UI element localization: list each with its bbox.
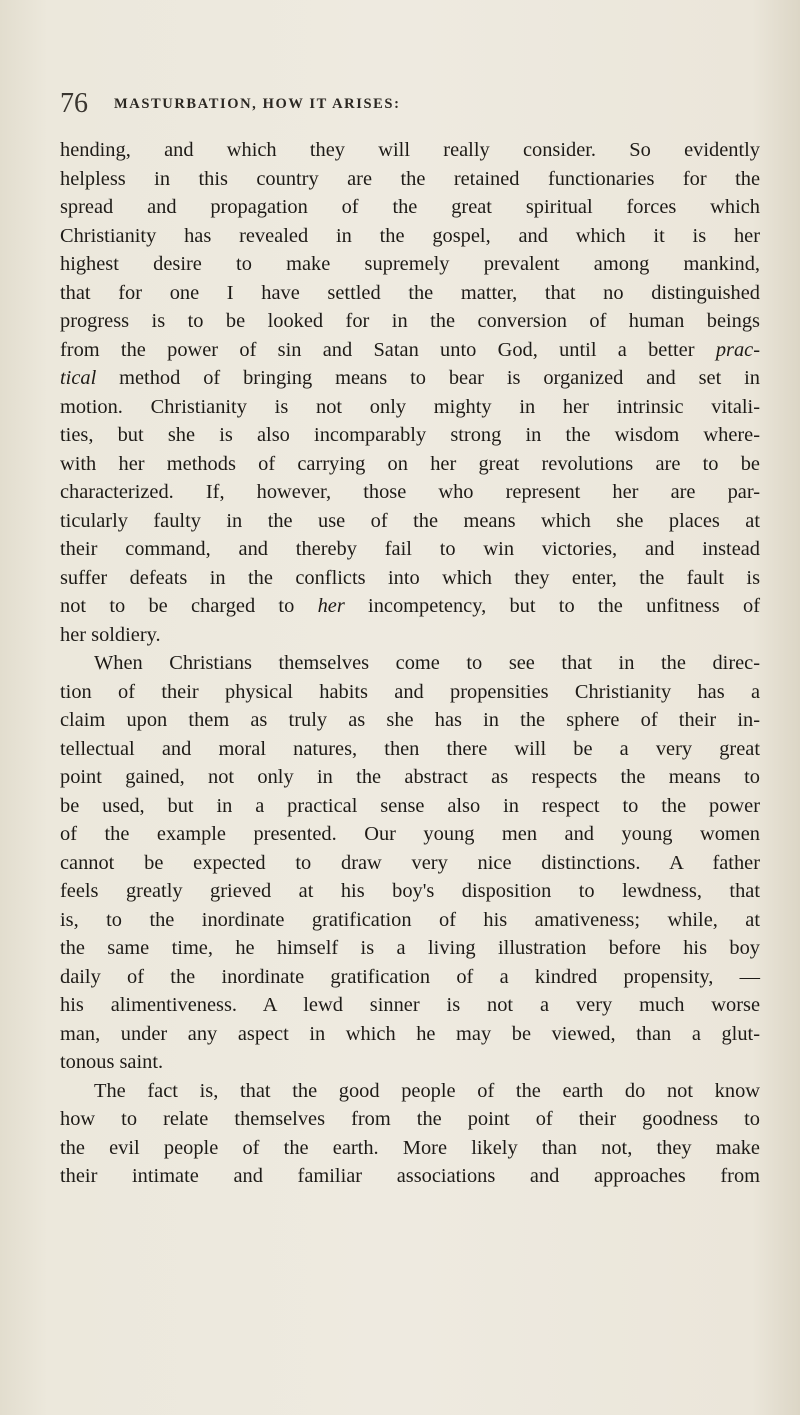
text-line: helpless in this country are the retained functionaries for the: [60, 167, 760, 190]
text-line: Christianity has revealed in the gospel, and which it is her: [60, 224, 760, 247]
text-line: of the example presented. Our young men and young women: [60, 823, 760, 845]
text-line: cannot be expected to draw very nice distinctions. A father: [60, 851, 760, 874]
text-line: progress is to be looked for in the conversion of human beings: [60, 310, 760, 332]
text-line: claim upon them as truly as she has in the sphere of their in-: [60, 709, 760, 731]
text-line: how to relate themselves from the point of their goodness to: [60, 1108, 760, 1130]
text-line: suffer defeats in the conflicts into which they enter, the fault is: [60, 566, 760, 589]
text-line: tonous saint.: [60, 1051, 164, 1073]
running-head: MASTURBATION, HOW IT ARISES:: [114, 96, 401, 112]
text-line: their intimate and familiar associations and approaches from: [60, 1165, 760, 1187]
paragraph: [60, 649, 760, 1077]
text-line: ticularly faulty in the use of the means which she places at: [60, 509, 760, 532]
body-text: [60, 136, 760, 1191]
page-header: [60, 88, 760, 128]
text-line: tical method of bringing means to bear is organized and set in: [60, 367, 760, 389]
text-line: the evil people of the earth. More likely than not, they make: [60, 1136, 760, 1159]
text-line: her soldiery.: [60, 623, 161, 646]
text-line: The fact is, that the good people of the earth do not know: [94, 1079, 760, 1102]
text-line: spread and propagation of the great spiritual forces which: [60, 196, 760, 218]
text-line: motion. Christianity is not only mighty in her intrinsic vitali-: [60, 395, 760, 418]
text-line: point gained, not only in the abstract as respects the means to: [60, 766, 760, 788]
text-line: be used, but in a practical sense also in respect to the power: [60, 794, 760, 817]
text-line: feels greatly grieved at his boy's disposition to lewdness, that: [60, 880, 760, 902]
text-line: man, under any aspect in which he may be viewed, than a glut-: [60, 1022, 760, 1045]
paragraph: [60, 136, 760, 649]
text-line: not to be charged to her incompetency, but to the unfitness of: [60, 595, 761, 617]
text-line: with her methods of carrying on her great revolutions are to be: [60, 452, 760, 475]
text-line: is, to the inordinate gratification of his amativeness; while, at: [60, 908, 760, 931]
text-line: daily of the inordinate gratification of a kindred propensity, —: [60, 965, 760, 988]
paragraph: [60, 1077, 760, 1191]
text-line: characterized. If, however, those who represent her are par-: [60, 481, 760, 503]
text-line: their command, and thereby fail to win victories, and instead: [60, 538, 760, 560]
text-line: hending, and which they will really consider. So evidently: [60, 139, 760, 161]
text-line: highest desire to make supremely prevalent among mankind,: [60, 253, 760, 275]
text-line: that for one I have settled the matter, that no distinguished: [60, 281, 760, 304]
text-line: tion of their physical habits and propensities Christianity has a: [60, 680, 760, 703]
text-line: the same time, he himself is a living illustration before his boy: [60, 937, 760, 959]
text-line: his alimentiveness. A lewd sinner is not a very much worse: [60, 994, 760, 1016]
text-line: ties, but she is also incomparably strong in the wisdom where-: [60, 424, 760, 446]
text-line: from the power of sin and Satan unto God, until a better prac-: [60, 338, 760, 361]
text-line: When Christians themselves come to see that in the direc-: [94, 652, 760, 674]
page-number: 76: [60, 88, 88, 119]
text-line: tellectual and moral natures, then there will be a very great: [60, 737, 760, 760]
